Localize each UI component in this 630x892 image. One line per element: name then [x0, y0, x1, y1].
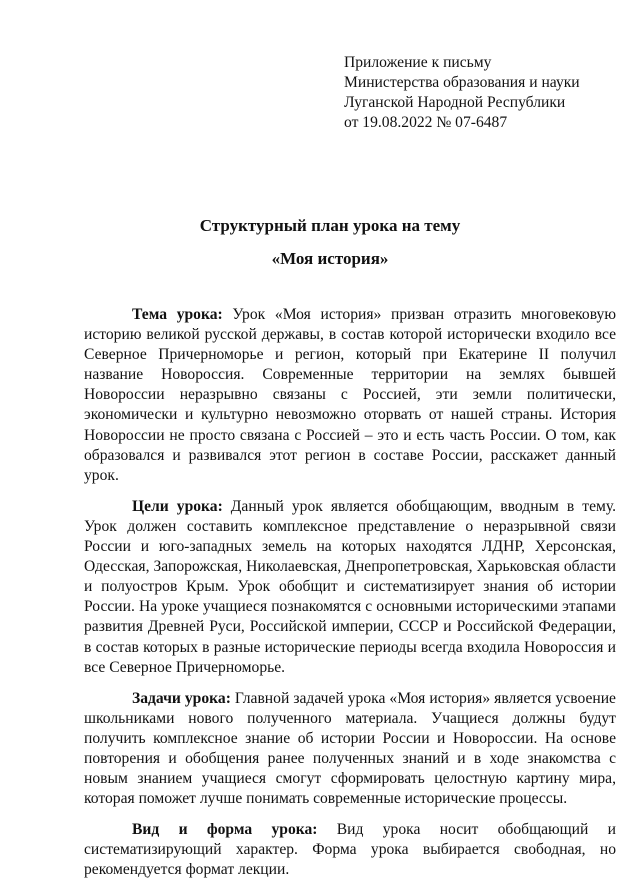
header-line: Министерства образования и науки	[344, 74, 580, 91]
document-title	[60, 215, 600, 270]
section-text: Вид урока носит обобщающий и систематизирующий характер. Форма урока выбирается свободная, но рекомендуется формат лекции.	[84, 821, 616, 879]
section-text: Урок «Моя история» призван отразить многовековую историю великой русской державы, в состав которой исторически входило все Северное Причерноморье и регион, который при Екатерине II получил название Новороссия. Современные территории на землях бывшей Новороссии неразрывно связаны с Россией, эти земли политически, экономически и культурно невозможно оторвать от нашей страны. История Новороссии не просто связана с Россией – это и есть часть России. О том, как образовался и развивался этот регион в составе России, расскажет данный урок.	[84, 306, 616, 484]
section-topic	[84, 305, 616, 486]
document-body	[84, 305, 616, 892]
section-text: Главной задачей урока «Моя история» является усвоение школьниками нового полученного материала. Учащиеся должны будут получить комплексное знание об истории России и Новороссии. На основе повторения и обобщения ранее полученных знаний и в ходе знакомства с новым знанием учащиеся смогут сформировать целостную картину мира, которая поможет лучше понимать современные исторические процессы.	[84, 689, 616, 808]
section-heading: Вид и форма урока:	[132, 821, 318, 839]
section-heading: Задачи урока:	[132, 689, 231, 707]
letter-attachment-header	[344, 53, 624, 133]
section-type-and-form	[84, 820, 616, 880]
lesson-name: «Моя история»	[271, 249, 389, 268]
header-line: Приложение к письму	[344, 54, 492, 71]
section-tasks	[84, 689, 616, 810]
header-line: Луганской Народной Республики	[344, 94, 566, 111]
section-heading: Тема урока:	[132, 306, 223, 323]
title-line: Структурный план урока на тему	[199, 216, 461, 235]
section-text: Данный урок является обобщающим, вводным в тему. Урок должен составить комплексное представление о неразрывной связи России и юго-западных земель на которых находятся ЛДНР, Херсонская, Одесская, Запорожская, Николаевская, Днепропетровская, Харьковская области и полуостров Крым. Урок обобщит и систематизирует знания об истории России. На уроке учащиеся познакомятся с основными историческими этапами развития Древней Руси, Российской империи, СССР и Российской Федерации, в состав которых в разные исторические периоды всегда входила Новороссия и все Северное Причерноморье.	[84, 497, 617, 676]
section-goals	[84, 497, 616, 678]
header-line-date-number: от 19.08.2022 № 07-6487	[344, 114, 508, 131]
section-heading: Цели урока:	[132, 497, 223, 515]
